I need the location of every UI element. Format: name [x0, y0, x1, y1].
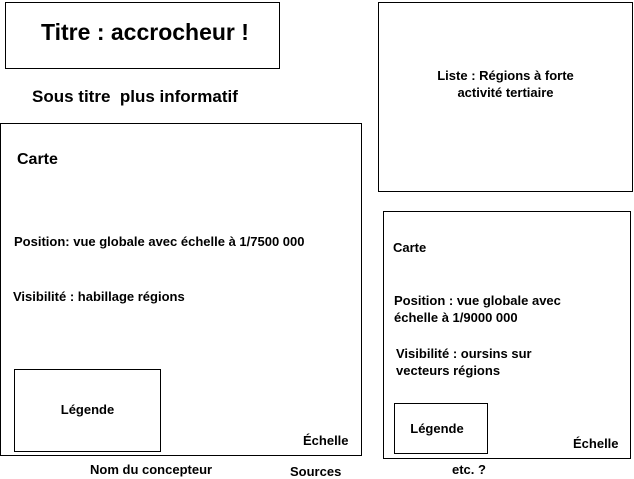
secondary-map-legend-text: Légende: [410, 421, 464, 436]
secondary-map-position-line1: Position : vue globale avec: [394, 293, 561, 308]
main-map-scale: Échelle: [303, 433, 349, 448]
subtitle-text: Sous titre plus informatif: [32, 87, 238, 106]
secondary-map-visibility-line2: vecteurs régions: [396, 363, 501, 378]
main-map-heading: Carte: [17, 151, 58, 168]
footer-etc: etc. ?: [452, 462, 486, 477]
list-box-line1: Liste : Régions à forte: [437, 68, 574, 83]
secondary-map-visibility-line1: Visibilité : oursins sur: [396, 346, 532, 361]
main-map-visibility: Visibilité : habillage régions: [13, 289, 185, 304]
footer-designer: Nom du concepteur: [90, 462, 213, 477]
main-map-position: Position: vue globale avec échelle à 1/7500 000: [14, 234, 305, 249]
secondary-map-frame: [383, 211, 631, 459]
secondary-map-legend-box: [394, 403, 488, 454]
secondary-map-heading: Carte: [393, 240, 427, 255]
title-box: [5, 2, 280, 69]
main-map-legend-text: Légende: [60, 402, 115, 417]
secondary-map-scale: Échelle: [573, 436, 619, 451]
list-box-line2: activité tertiaire: [457, 85, 554, 100]
main-map-legend-box: [14, 369, 161, 452]
main-map-frame: [0, 123, 362, 456]
title-text: Titre : accrocheur !: [41, 19, 249, 45]
footer-sources: Sources: [290, 464, 342, 479]
secondary-map-position-line2: échelle à 1/9000 000: [394, 310, 518, 325]
list-box: [378, 2, 633, 192]
